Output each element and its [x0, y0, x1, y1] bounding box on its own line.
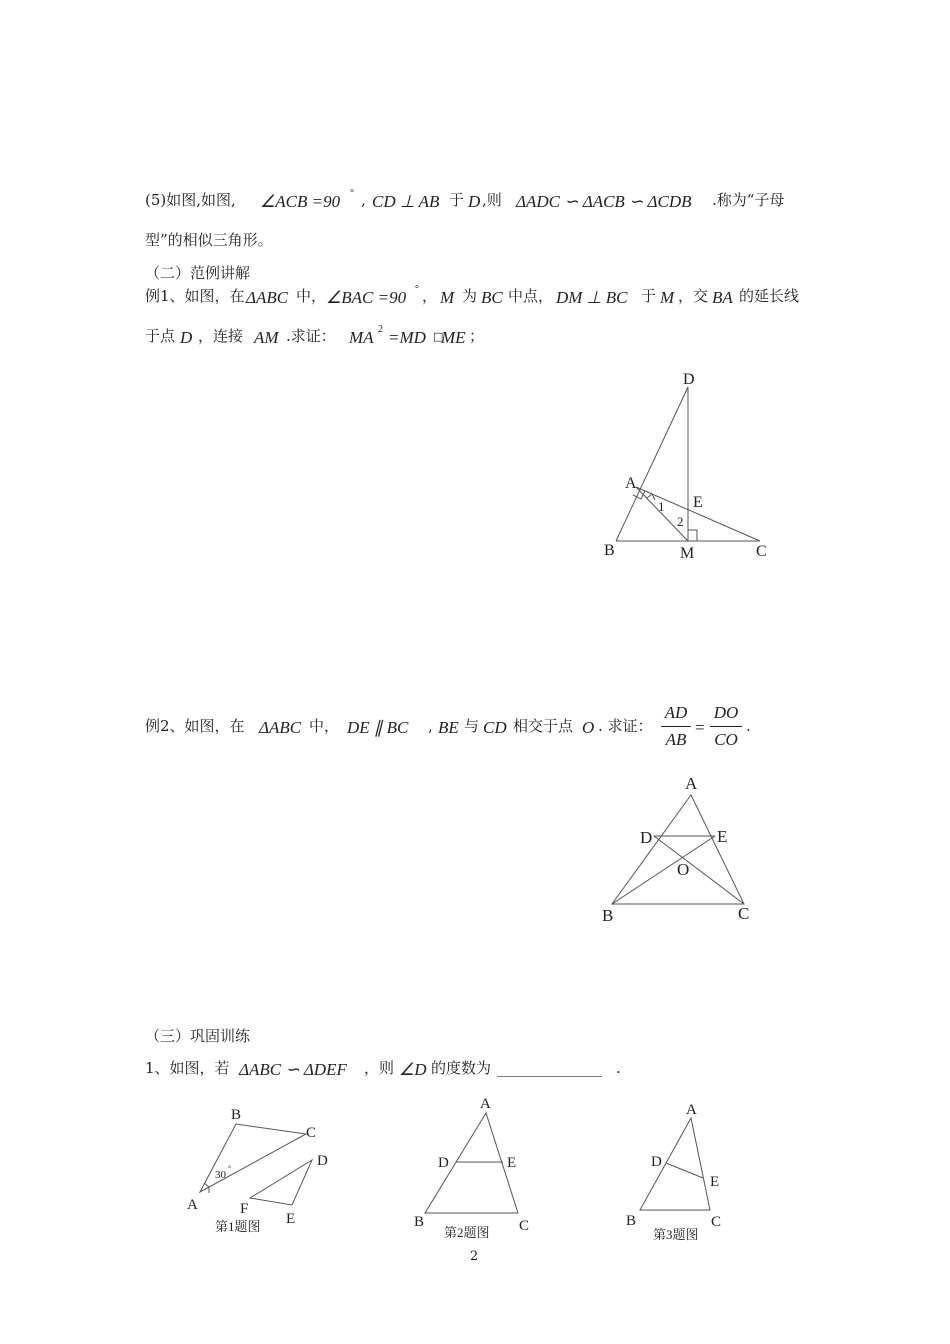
ex-fig3-label-d: D	[651, 1154, 662, 1170]
ex-fig3-label-b: B	[626, 1213, 637, 1229]
fig1-label-2: 2	[677, 514, 684, 529]
q1-p3: 的度数为	[431, 1059, 492, 1077]
ex2-p5: 相交于点	[513, 717, 574, 735]
ex1-p4: 为	[462, 287, 478, 305]
fig1-label-a: A	[625, 475, 637, 492]
ex1-triangle-abc: ΔABC	[246, 288, 289, 307]
item5-degree: °	[350, 188, 354, 199]
ex-fig2-label-b: B	[414, 1214, 425, 1230]
ex2-o: O	[582, 718, 595, 737]
ex1-p6: 于	[641, 287, 657, 305]
ex-fig3-label-e: E	[710, 1174, 720, 1190]
ex2-frac2-den: CO	[714, 730, 738, 749]
ex2-be: BE	[438, 718, 459, 737]
ex-fig2-caption: 第2题图	[444, 1225, 490, 1240]
item5-line2: 型”的相似三角形。	[145, 231, 273, 249]
ex-fig3-line-de	[666, 1163, 703, 1178]
q1-p2: ，则	[364, 1059, 395, 1077]
ex1-eq-md: =MD	[388, 328, 426, 347]
q1-similar: ΔABC ∽ ΔDEF	[239, 1060, 347, 1079]
fig2-label-a: A	[685, 774, 698, 793]
ex1-q3: .求证：	[286, 327, 336, 345]
ex2-dot: .	[746, 717, 751, 735]
ex1-p2: 中，	[296, 287, 327, 305]
ex2-triangle-abc: ΔABC	[259, 718, 302, 737]
fig1-label-1: 1	[658, 499, 665, 514]
item5-comma: ,	[361, 191, 366, 209]
ex-fig1-label-d: D	[317, 1153, 328, 1169]
exercise-figure-1	[187, 1107, 328, 1234]
ex1-bc: BC	[481, 288, 503, 307]
fig2-label-d: D	[640, 828, 653, 847]
item5-ze: ,则	[482, 191, 502, 209]
ex1-p3: ，	[422, 287, 438, 305]
fig2-label-e: E	[717, 827, 728, 846]
q1-p1: 1、如图，若	[145, 1059, 230, 1077]
ex2-cd: CD	[483, 718, 507, 737]
q1-dot: .	[616, 1059, 621, 1077]
ex1-square: 2	[378, 324, 383, 335]
ex-fig3-label-c: C	[711, 1214, 722, 1230]
ex-fig1-label-e: E	[286, 1211, 296, 1227]
ex-fig2-label-d: D	[438, 1155, 449, 1171]
ex1-degree: °	[415, 284, 419, 295]
ex1-dm-perp-bc: DM ⊥ BC	[556, 288, 628, 307]
ex-fig1-caption: 第1题图	[215, 1219, 261, 1234]
fig2-label-o: O	[677, 860, 690, 879]
fig1-label-b: B	[604, 542, 615, 559]
exercise-figure-2	[414, 1096, 529, 1240]
ex-fig1-label-a: A	[187, 1197, 198, 1213]
item5-similar-triangles: ΔADC ∽ ΔACB ∽ ΔCDB	[516, 192, 692, 211]
fig1-label-m: M	[680, 545, 695, 562]
ex1-p1: 例1、如图，在	[145, 287, 245, 305]
ex-fig2-label-a: A	[480, 1096, 491, 1112]
item5-text-a: (5)如图,如图,	[145, 191, 236, 209]
ex1-p7: ，交	[678, 287, 709, 305]
exercise-figure-3	[626, 1102, 721, 1242]
ex-fig2-label-e: E	[507, 1155, 517, 1171]
ex1-m: M	[440, 288, 455, 307]
ex1-p5: 中点，	[508, 287, 554, 305]
item5-angle-acb: ∠ACB =90	[260, 192, 341, 211]
ex-fig1-angle-degree: °	[228, 1164, 232, 1173]
ex1-box: □	[433, 330, 444, 343]
ex1-ma: MA	[349, 328, 374, 347]
fig2-label-c: C	[738, 904, 750, 923]
ex2-p4: 与	[464, 717, 480, 735]
fig1-label-e: E	[693, 494, 703, 511]
fig1-label-c: C	[756, 543, 767, 560]
ex1-m2: M	[660, 288, 675, 307]
ex1-me: ME	[441, 328, 466, 347]
ex-fig1-label-f: F	[240, 1201, 249, 1217]
ex2-p2: 中，	[309, 717, 340, 735]
fig1-label-d: D	[683, 371, 695, 388]
item5-cd-perp-ab: CD ⊥ AB	[372, 192, 440, 211]
ex-fig2-label-c: C	[519, 1218, 530, 1234]
ex2-frac2-num: DO	[713, 703, 739, 722]
ex2-p3: ,	[428, 717, 433, 735]
ex1-q4: ；	[469, 327, 485, 345]
ex2-p6: . 求证：	[598, 717, 653, 735]
ex-fig1-label-c: C	[306, 1125, 317, 1141]
section-heading-2: （二）范例讲解	[145, 264, 251, 282]
ex-fig1-label-b: B	[231, 1107, 242, 1123]
ex1-ba: BA	[712, 288, 733, 307]
item5-d: D	[468, 192, 481, 211]
ex-fig3-label-a: A	[686, 1102, 697, 1118]
ex-fig1-triangle-abc	[200, 1124, 306, 1192]
ex1-am: AM	[254, 328, 279, 347]
ex-fig3-caption: 第3题图	[653, 1227, 699, 1242]
q1-angle-d: ∠D	[399, 1060, 427, 1079]
q1-answer-blank[interactable]: ______________	[497, 1059, 602, 1077]
ex1-q1: 于点	[145, 327, 176, 345]
ex2-equals: =	[695, 718, 705, 737]
ex2-frac1-den: AB	[665, 730, 687, 749]
ex1-angle-bac: ∠BAC =90	[326, 288, 407, 307]
fig2-label-b: B	[602, 906, 614, 925]
ex-fig1-triangle-def	[250, 1160, 312, 1205]
ex1-d: D	[180, 328, 193, 347]
ex2-p1: 例2、如图，在	[145, 717, 245, 735]
ex2-frac1-num: AD	[664, 703, 688, 722]
ex2-de-parallel-bc: DE ∥ BC	[347, 718, 409, 737]
item5-yu: 于	[449, 191, 465, 209]
section-heading-3: （三）巩固训练	[145, 1027, 251, 1045]
item5-tail: .称为“子母	[712, 191, 785, 209]
ex-fig1-angle-30: 30	[215, 1169, 226, 1181]
page-number: 2	[470, 1249, 479, 1264]
ex1-q2: ，连接	[198, 327, 244, 345]
ex1-p8: 的延长线	[739, 287, 800, 305]
